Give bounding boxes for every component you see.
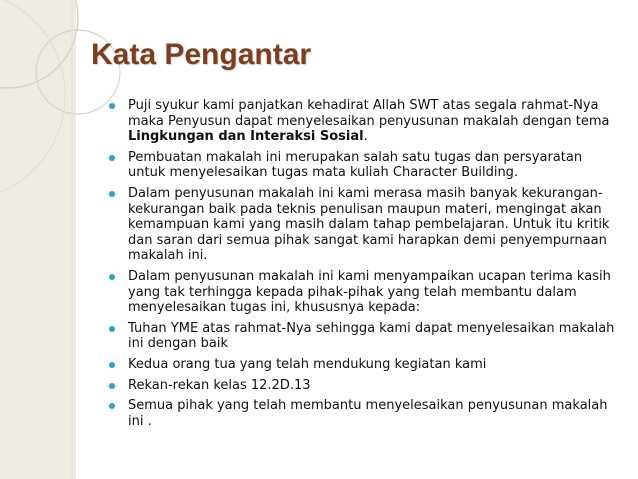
bullet-text: Pembuatan makalah ini merupakan salah satu tugas dan persyaratan untuk menyelesaikan tugas mata kuliah Character Building. <box>128 149 583 181</box>
bullet-dot-icon <box>109 103 115 109</box>
bullet-list <box>106 98 616 434</box>
bullet-item <box>106 186 616 264</box>
bullet-text-suffix: . <box>363 129 368 145</box>
bullet-dot-icon <box>109 383 115 389</box>
left-decor-band <box>0 0 76 479</box>
bullet-dot-icon <box>109 191 115 197</box>
bullet-text: Puji syukur kami panjatkan kehadirat Allah SWT atas segala rahmat-Nya maka Penyusun dapat menyelesaikan penyusunan makalah dengan tema <box>128 98 610 129</box>
bullet-item <box>106 269 616 316</box>
bullet-item <box>106 378 616 394</box>
bullet-dot-icon <box>109 155 115 161</box>
bullet-text: Dalam penyusunan makalah ini kami menyampaikan ucapan terima kasih yang tak terhingga kepada pihak-pihak yang telah membantu dalam menyelesaikan tugas ini, khususnya kepada: <box>128 268 611 316</box>
bullet-item <box>106 98 616 145</box>
bullet-dot-icon <box>109 362 115 368</box>
bullet-text: Tuhan YME atas rahmat-Nya sehingga kami dapat menyelesaikan makalah ini dengan baik <box>128 320 615 352</box>
bullet-text: Kedua orang tua yang telah mendukung kegiatan kami <box>128 356 487 372</box>
bullet-item <box>106 150 616 181</box>
bullet-dot-icon <box>109 403 115 409</box>
bullet-text: Dalam penyusunan makalah ini kami merasa masih banyak kekurangan-kekurangan baik pada teknis penulisan maupun materi, mengingat akan kemampuan kami yang masih dalam tahap pembelajaran. Untuk itu kritik dan saran dari semua pihak sangat kami harapkan demi penyempurnaan makalah ini. <box>128 185 610 264</box>
bullet-dot-icon <box>109 274 115 280</box>
bullet-dot-icon <box>109 326 115 332</box>
bullet-bold-text: Lingkungan dan Interaksi Sosial <box>128 129 364 145</box>
slide-title: Kata Pengantar <box>91 38 312 71</box>
bullet-item <box>106 321 616 352</box>
bullet-text: Semua pihak yang telah membantu menyelesaikan penyusunan makalah ini . <box>128 398 608 429</box>
bullet-text: Rekan-rekan kelas 12.2D.13 <box>128 377 311 393</box>
bullet-item <box>106 398 616 429</box>
bullet-item <box>106 357 616 373</box>
